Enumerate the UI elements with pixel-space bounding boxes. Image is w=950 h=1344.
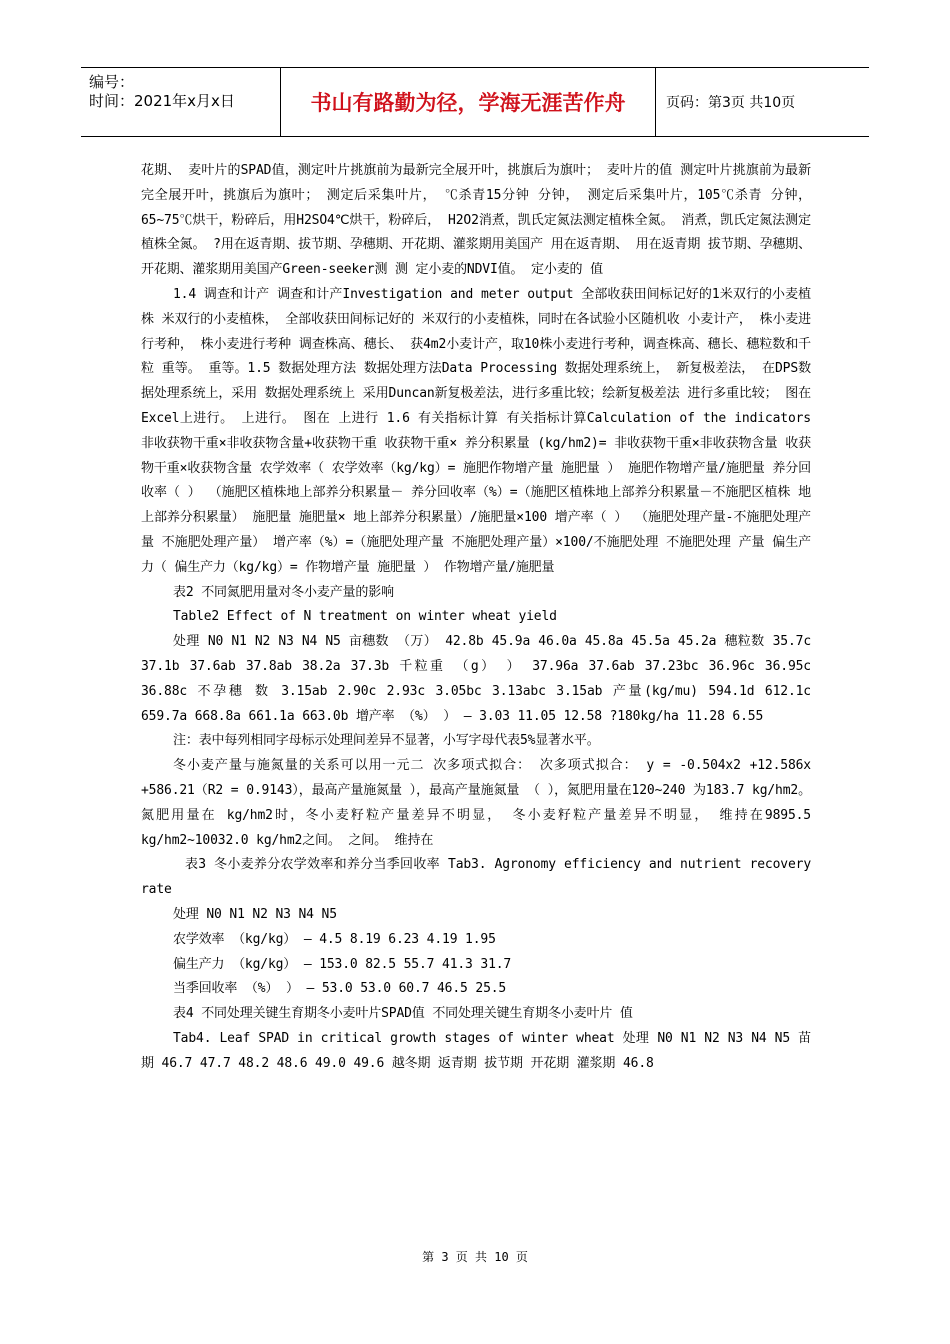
table2-content: 处理 N0 N1 N2 N3 N4 N5 亩穗数 （万） 42.8b 45.9a 46.0a 45.8a 45.5a 45.2a 穗粒数 35.7c 37.1b 37.6ab 37.8ab 38.2a 37.3b 千粒重 （g） ） 37.96a 37.6ab 37.23bc 36.96c 36.95c 36.88c 不孕穗 数 3.15ab 2.90c 2.93c 3.05bc 3.13abc 3.15ab 产量(kg/mu) 594.1d 612.1c 659.7a 668.8a 661.1a 663.0b 增产率 （%） ） — 3.03 11.05 12.58 ?180kg/ha 11.28 6.55: [141, 634, 811, 724]
table2-title: 表2 不同氮肥用量对冬小麦产量的影响: [173, 584, 394, 600]
header-motto: 书山有路勤为径，学海无涯苦作舟: [281, 68, 656, 136]
table4-title: 表4 不同处理关键生育期冬小麦叶片SPAD值 不同处理关键生育期冬小麦叶片 值: [173, 1006, 633, 1022]
table2-note: 注：表中每列相同字母标示处理间差异不显著，小写字母代表5%显著水平。: [173, 733, 600, 749]
paragraph-methods: 花期、 麦叶片的SPAD值，测定叶片挑旗前为最新完全展开叶，挑旗后为旗叶； 麦叶片的值 测定叶片挑旗前为最新完全展开叶，挑旗后为旗叶； 测定后采集叶片， ℃杀青15分钟 分钟， 测定后采集叶片，105℃杀青 分钟，65~75℃烘干，粉碎后，用H2SO4℃烘干，粉碎后， H2O2消煮，凯氏定氮法测定植株全氮。 消煮，凯氏定氮法测定植株全氮。 ?用在返青期、拔节期、孕穗期、开花期、灌浆期用美国产 用在返青期、 用在返青期 拔节期、孕穗期、开花期、灌浆期用美国产Green-seeker测 测 定小麦的NDVI值。 定小麦的 值: [141, 163, 811, 278]
table3-title: 表3 冬小麦养分农学效率和养分当季回收率 Tab3. Agronomy efficiency and nutrient recovery rate: [141, 857, 811, 898]
table3-row-agronomy-efficiency: 农学效率 （kg/kg） — 4.5 8.19 6.23 4.19 1.95: [173, 931, 496, 947]
table2-title-en: Table2 Effect of N treatment on winter wheat yield: [173, 609, 557, 625]
document-number-label: 编号：: [89, 73, 135, 91]
document-body: [141, 159, 811, 1076]
paragraph-yield-fit: 冬小麦产量与施氮量的关系可以用一元二 次多项式拟合： 次多项式拟合： y = -0.504x2 +12.586x +586.21（R2 = 0.9143），最高产量施氮量 ），最高产量施氮量 （ ），氮肥用量在120~240 为183.7 kg/hm2。氮肥用量在 kg/hm2时，冬小麦籽粒产量差异不明显， 冬小麦籽粒产量差异不明显， 维持在9895.5 kg/hm2~10032.0 kg/hm2之间。 之间。 维持在: [141, 758, 811, 848]
table3-row-partial-productivity: 偏生产力 （kg/kg） — 153.0 82.5 55.7 41.3 31.7: [173, 956, 512, 972]
page-footer: 第 3 页 共 10 页: [422, 1250, 528, 1264]
table3-row-recovery-rate: 当季回收率 （%） ） — 53.0 53.0 60.7 46.5 25.5: [173, 981, 507, 997]
table4-content: Tab4. Leaf SPAD in critical growth stages of winter wheat 处理 N0 N1 N2 N3 N4 N5 苗期 46.7 47.7 48.2 48.6 49.0 49.6 越冬期 返青期 拔节期 开花期 灌浆期 46.8: [141, 1030, 811, 1071]
table3-header-row: 处理 N0 N1 N2 N3 N4 N5: [173, 906, 337, 922]
header-meta: [81, 68, 281, 136]
page-header: [81, 67, 869, 137]
document-time-label: 时间：2021年x月x日: [89, 92, 235, 110]
paragraph-investigation: 1.4 调查和计产 调查和计产Investigation and meter output 全部收获田间标记好的1米双行的小麦植株 米双行的小麦植株， 全部收获田间标记好的 米双行的小麦植株，同时在各试验小区随机收 小麦计产， 株小麦进行考种， 株小麦进行考种 调查株高、穗长、 获4m2小麦计产，取10株小麦进行考种，调查株高、穗长、穗粒数和千粒 重等。 重等。1.5 数据处理方法 数据处理方法Data Processing 数据处理系统上， 新复极差法， 在DPS数据处理系统上，采用 数据处理系统上 采用Duncan新复极差法，进行多重比较；绘新复极差法 进行多重比较； 图在Excel上进行。 上进行。 图在 上进行 1.6 有关指标计算 有关指标计算Calculation of the indicators 非收获物干重×非收获物含量+收获物干重 收获物干重× 养分积累量 (kg/hm2)= 非收获物干重×非收获物含量 收获物干重×收获物含量 农学效率（ 农学效率（kg/kg）= 施肥作物增产量 施肥量 ） 施肥作物增产量/施肥量 养分回收率（ ） （施肥区植株地上部养分积累量－ 养分回收率（%）=（施肥区植株地上部养分积累量－不施肥区植株 地上部养分积累量） 施肥量 施肥量× 地上部养分积累量）/施肥量×100 增产率（ ） （施肥处理产量-不施肥处理产量 不施肥处理产量） 增产率（%）=（施肥处理产量 不施肥处理产量）×100/不施肥处理 不施肥处理 产量 偏生产力（ 偏生产力（kg/kg）= 作物增产量 施肥量 ） 作物增产量/施肥量: [141, 286, 811, 575]
header-page-label: 页码：第3页 共10页: [666, 95, 796, 111]
